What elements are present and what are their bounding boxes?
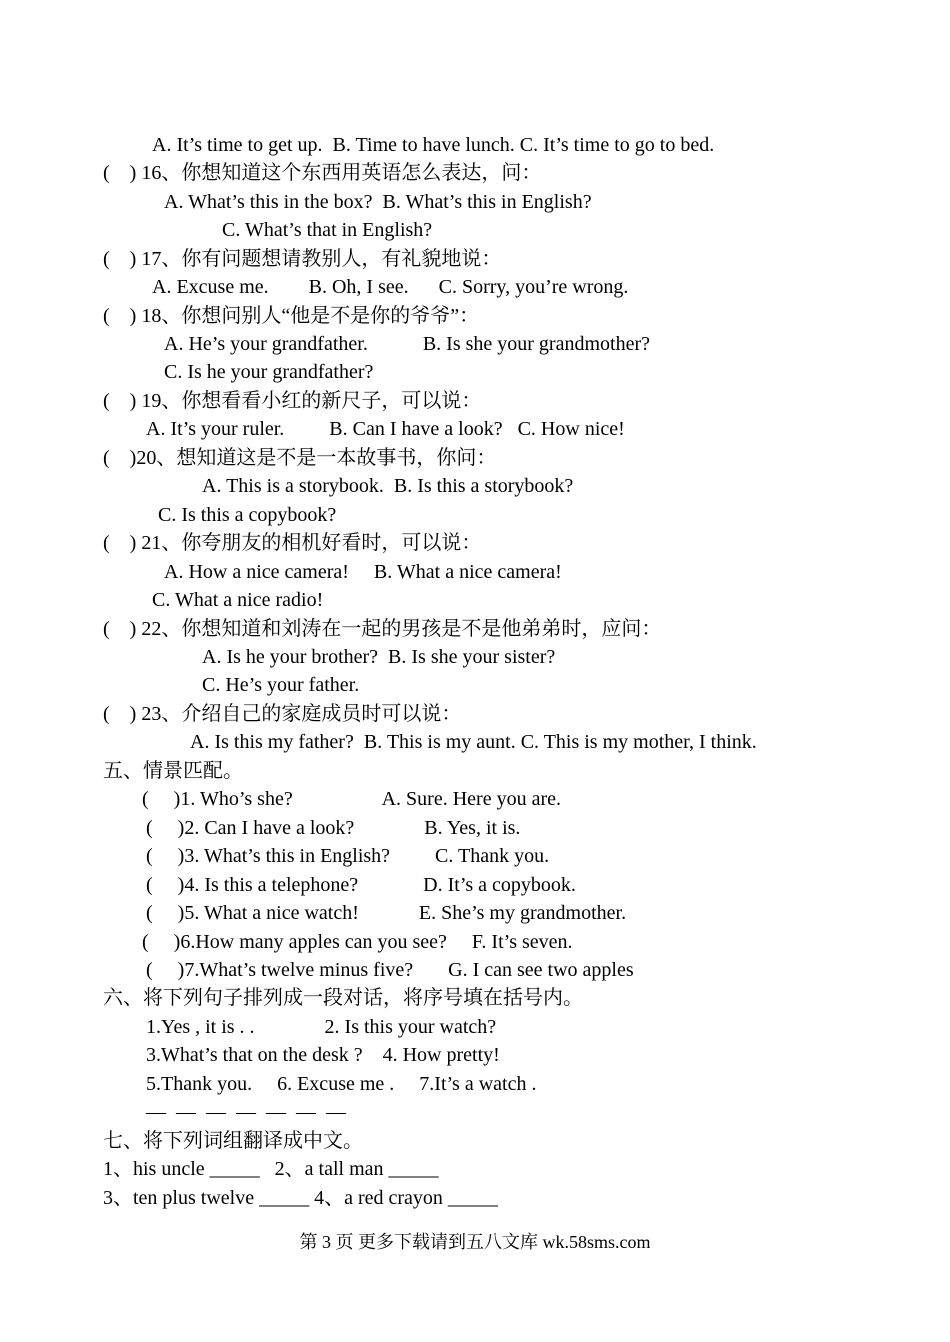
q21-stem: ( ) 21、你夸朋友的相机好看时，可以说：: [103, 532, 482, 554]
q17-stem: ( ) 17、你有问题想请教别人，有礼貌地说：: [103, 248, 502, 270]
dialogue-sentences-3-4: 3.What’s that on the desk ? 4. How pretty!: [146, 1044, 500, 1066]
match-item-5: ( )5. What a nice watch! E. She’s my grandmother.: [146, 902, 627, 924]
dialogue-sentences-1-2: 1.Yes , it is . . 2. Is this your watch?: [146, 1016, 497, 1038]
q17-options: A. Excuse me. B. Oh, I see. C. Sorry, you’re wrong.: [152, 276, 629, 298]
answer-blanks: — — — — — — —: [146, 1101, 346, 1123]
q16-stem: ( ) 16、你想知道这个东西用英语怎么表达，问：: [103, 162, 542, 184]
page-footer: 第 3 页 更多下载请到五八文库 wk.58sms.com: [299, 1232, 651, 1252]
q18-options-ab: A. He’s your grandfather. B. Is she your grandmother?: [164, 333, 650, 355]
section-5-heading: 五、情景匹配。: [103, 760, 243, 782]
dialogue-sentences-5-7: 5.Thank you. 6. Excuse me . 7.It’s a watch .: [146, 1073, 537, 1095]
q22-options-ab: A. Is he your brother? B. Is she your sister?: [202, 646, 556, 668]
match-item-1: ( )1. Who’s she? A. Sure. Here you are.: [142, 788, 561, 810]
match-item-4: ( )4. Is this a telephone? D. It’s a copybook.: [146, 874, 576, 896]
q19-options: A. It’s your ruler. B. Can I have a look? C. How nice!: [146, 418, 625, 440]
q16-options-ab: A. What’s this in the box? B. What’s this in English?: [164, 191, 592, 213]
q20-stem: ( )20、想知道这是不是一本故事书，你问：: [103, 447, 497, 469]
match-item-6: ( )6.How many apples can you see? F. It’s seven.: [142, 931, 573, 953]
q21-option-c: C. What a nice radio!: [152, 589, 324, 611]
match-item-3: ( )3. What’s this in English? C. Thank you.: [146, 845, 550, 867]
q18-stem: ( ) 18、你想问别人“他是不是你的爷爷”：: [103, 305, 480, 327]
section-7-heading: 七、将下列词组翻译成中文。: [103, 1130, 363, 1152]
q19-stem: ( ) 19、你想看看小红的新尺子，可以说：: [103, 390, 482, 412]
q15-options: A. It’s time to get up. B. Time to have lunch. C. It’s time to go to bed.: [152, 134, 715, 156]
translation-items-3-4: 3、ten plus twelve _____ 4、a red crayon _____: [103, 1187, 498, 1209]
q16-option-c: C. What’s that in English?: [222, 219, 433, 241]
q23-options: A. Is this my father? B. This is my aunt. C. This is my mother, I think.: [190, 731, 757, 753]
section-6-heading: 六、将下列句子排列成一段对话，将序号填在括号内。: [103, 987, 583, 1009]
q18-option-c: C. Is he your grandfather?: [164, 361, 374, 383]
q22-option-c: C. He’s your father.: [202, 674, 360, 696]
q20-option-c: C. Is this a copybook?: [158, 504, 337, 526]
match-item-7: ( )7.What’s twelve minus five? G. I can see two apples: [146, 959, 634, 981]
match-item-2: ( )2. Can I have a look? B. Yes, it is.: [146, 817, 521, 839]
q23-stem: ( ) 23、介绍自己的家庭成员时可以说：: [103, 703, 462, 725]
q20-options-ab: A. This is a storybook. B. Is this a storybook?: [202, 475, 574, 497]
q21-options-ab: A. How a nice camera! B. What a nice camera!: [164, 561, 562, 583]
q22-stem: ( ) 22、你想知道和刘涛在一起的男孩是不是他弟弟时，应问：: [103, 618, 662, 640]
translation-items-1-2: 1、his uncle _____ 2、a tall man _____: [103, 1158, 439, 1180]
